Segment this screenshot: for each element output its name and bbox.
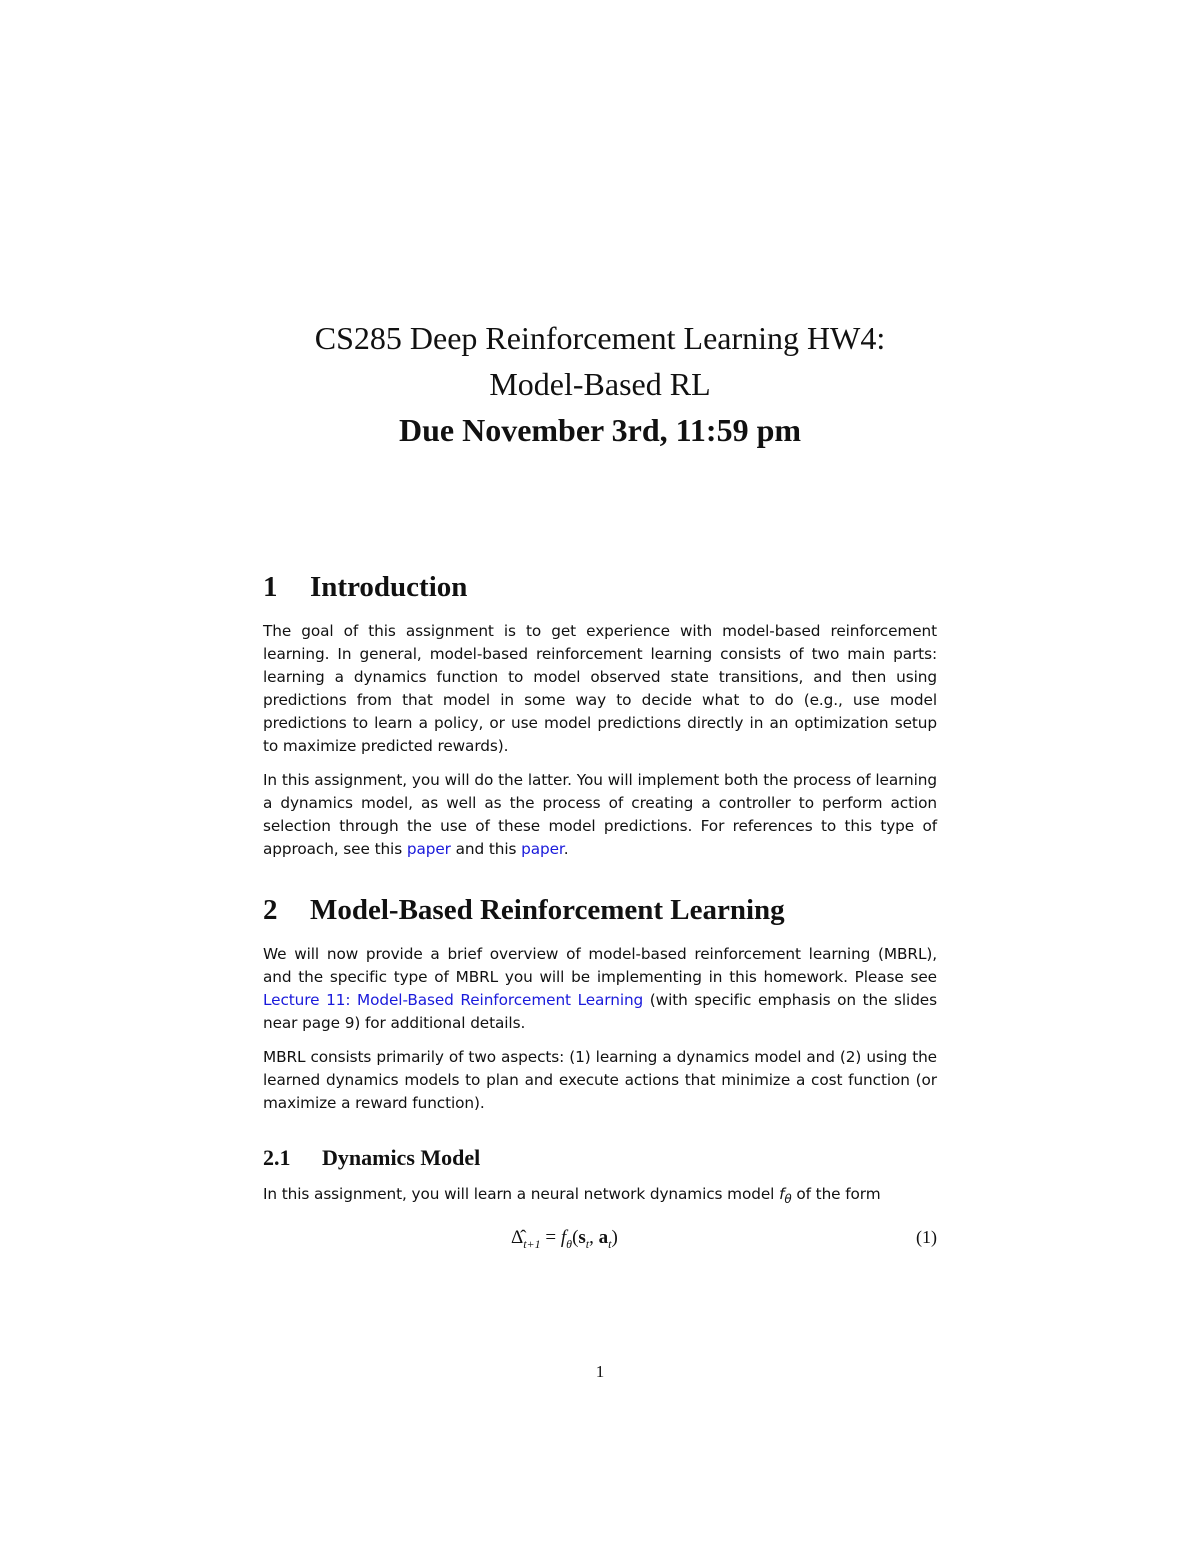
equation-1	[263, 1221, 937, 1261]
eq-paren: )	[611, 1227, 618, 1249]
dynamics-paragraph-1	[263, 1183, 937, 1211]
eq-action: a	[598, 1227, 609, 1249]
text-span: and this	[450, 840, 522, 858]
text-span: In this assignment, you will do the latter. You will implement both the process of learning a dynamics model, as well as the process of creating a controller to perform action selection through the use of these model predictions. For references to this type of approach, see this	[263, 771, 937, 858]
text-span: .	[563, 840, 569, 858]
intro-paragraph-1: The goal of this assignment is to get experience with model-based reinforcement learning. In general, model-based reinforcement learning consists of two main parts: learning a dynamics function to model observed state transitions, and then using predictions from that model in some way to decide what to do (e.g., use model predictions to learn a policy, or use model predictions directly in an optimization setup to maximize predicted rewards).	[263, 622, 937, 755]
eq-func: f	[560, 1227, 567, 1249]
page-number: 1	[595, 1362, 605, 1381]
eq-comma: ,	[589, 1227, 599, 1249]
main-content	[263, 568, 937, 1261]
due-date: Due November 3rd, 11:59 pm	[398, 412, 802, 448]
text-span: of the form	[791, 1185, 881, 1203]
eq-sub: t+1	[523, 1236, 541, 1251]
paper-link-1[interactable]: paper	[406, 840, 451, 858]
text-span: In this assignment, you will learn a neural network dynamics model	[263, 1185, 780, 1203]
eq-sub: t	[585, 1236, 590, 1251]
delta-hat: Δ̂	[511, 1227, 524, 1249]
section-title: Model-Based Reinforcement Learning	[310, 894, 785, 926]
equation-number: (1)	[916, 1227, 937, 1248]
section-title: Introduction	[310, 571, 468, 603]
subsection-number: 2.1	[263, 1145, 291, 1170]
eq-state: s	[578, 1227, 586, 1249]
eq-sub: θ	[566, 1236, 573, 1251]
equation-body	[511, 1227, 618, 1252]
section-number: 2	[263, 894, 278, 926]
title-line-2: Model-Based RL	[489, 366, 711, 402]
eq-paren: (	[572, 1227, 579, 1249]
title-block	[0, 315, 1200, 453]
intro-paragraph-2	[263, 769, 937, 861]
text-span: We will now provide a brief overview of model-based reinforcement learning (MBRL), and the specific type of MBRL you will be implementing in this homework. Please see	[263, 945, 937, 986]
subsection-heading-dynamics-model	[263, 1143, 937, 1173]
title-line-1: CS285 Deep Reinforcement Learning HW4:	[314, 320, 886, 356]
mbrl-paragraph-1	[263, 943, 937, 1035]
section-heading-introduction	[263, 568, 937, 606]
eq-sub: t	[608, 1236, 612, 1251]
math-sub-theta: θ	[784, 1192, 792, 1207]
mbrl-paragraph-2: MBRL consists primarily of two aspects: (1) learning a dynamics model and (2) using the learned dynamics models to plan and execute actions that minimize a cost function (or maximize a reward function).	[263, 1048, 937, 1112]
math-var-f: f	[779, 1185, 785, 1203]
eq-equals: =	[540, 1227, 561, 1249]
section-heading-mbrl	[263, 891, 937, 929]
lecture-link[interactable]: Lecture 11: Model-Based Reinforcement Learning	[263, 991, 644, 1009]
section-number: 1	[263, 571, 278, 603]
subsection-title: Dynamics Model	[322, 1145, 481, 1170]
paper-link-2[interactable]: paper	[521, 840, 564, 858]
text-span: (with specific emphasis on the slides near page 9) for additional details.	[263, 991, 937, 1032]
